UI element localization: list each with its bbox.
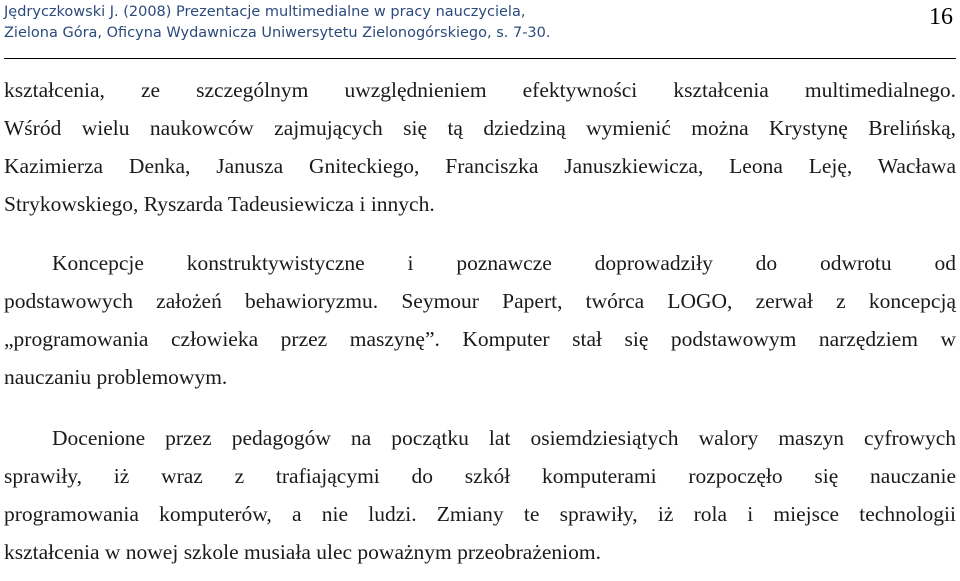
text-line: kształcenia, ze szczególnym uwzględnieniem efektywności kształcenia multimedialnego. xyxy=(4,78,956,102)
citation-header xyxy=(4,2,564,44)
paragraph-1 xyxy=(4,71,956,223)
citation-line-1: Jędryczkowski J. (2008) Prezentacje multimedialne w pracy nauczyciela, xyxy=(4,4,526,20)
text-line: Strykowskiego, Ryszarda Tadeusiewicza i innych. xyxy=(4,192,435,216)
text-line: kształcenia w nowej szkole musiała ulec poważnym przeobrażeniom. xyxy=(4,540,601,564)
paragraph-3 xyxy=(4,419,956,571)
text-line: podstawowych założeń behawioryzmu. Seymour Papert, twórca LOGO, zerwał z koncepcją xyxy=(4,289,956,313)
paragraph-2 xyxy=(4,244,956,396)
text-line: programowania komputerów, a nie ludzi. Zmiany te sprawiły, iż rola i miejsce technologii xyxy=(4,502,956,526)
page-number: 16 xyxy=(929,4,953,30)
text-line: Wśród wielu naukowców zajmujących się tą dziedziną wymienić można Krystynę Brelińską, xyxy=(4,116,956,140)
text-line: Koncepcje konstruktywistyczne i poznawcze doprowadziły do odwrotu od xyxy=(52,251,956,275)
text-line: Docenione przez pedagogów na początku lat osiemdziesiątych walory maszyn cyfrowych xyxy=(52,426,956,450)
text-line: sprawiły, iż wraz z trafiającymi do szkół komputerami rozpoczęło się nauczanie xyxy=(4,464,956,488)
citation-line-2: Zielona Góra, Oficyna Wydawnicza Uniwersytetu Zielonogórskiego, s. 7-30. xyxy=(4,25,551,41)
text-line: „programowania człowieka przez maszynę”. Komputer stał się podstawowym narzędziem w xyxy=(4,327,956,351)
header-divider xyxy=(4,58,956,59)
text-line: Kazimierza Denka, Janusza Gniteckiego, Franciszka Januszkiewicza, Leona Leję, Wacława xyxy=(4,154,956,178)
text-line: nauczaniu problemowym. xyxy=(4,365,228,389)
